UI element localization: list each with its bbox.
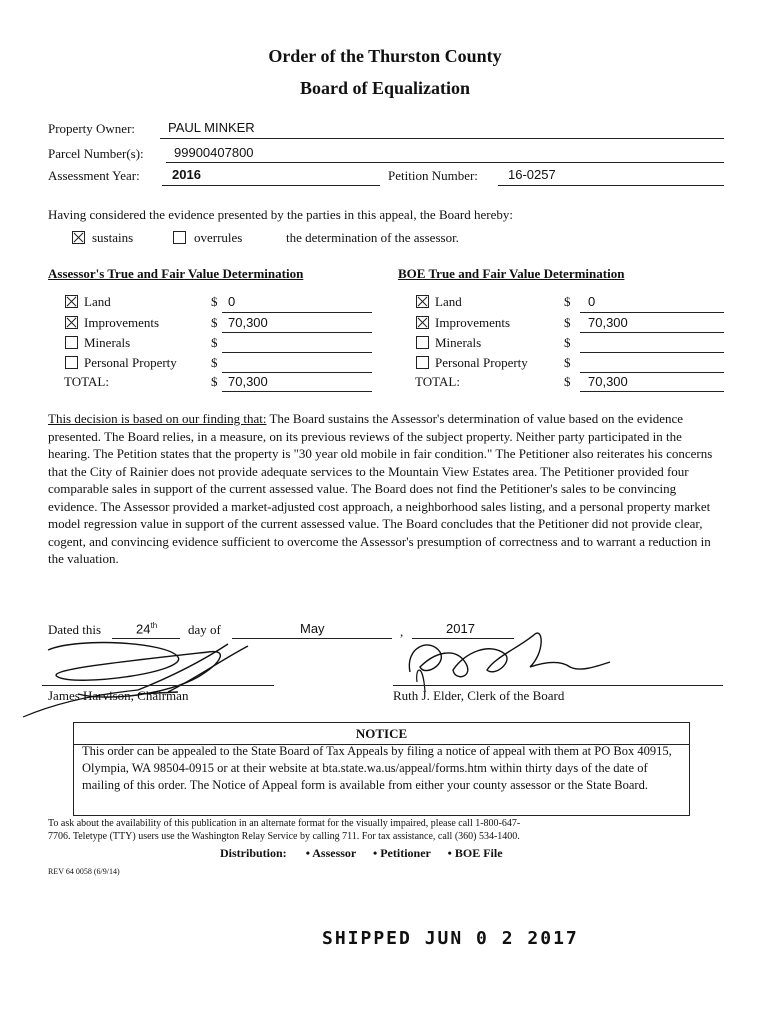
- footer-line2: 7706. Teletype (TTY) users use the Washington Relay Service by calling 711. For tax assistance, call (360) 534-1400.: [48, 831, 520, 842]
- boe-land-value: 0: [588, 294, 596, 309]
- assessor-minerals-checkbox[interactable]: [65, 336, 78, 349]
- dated-day-number: 24: [136, 621, 151, 637]
- boe-land-label: Land: [435, 294, 462, 309]
- finding-lead: This decision is based on our finding that:: [48, 411, 267, 426]
- assessor-total-currency: $: [211, 374, 218, 389]
- distribution-item-assessor: Assessor: [312, 846, 357, 860]
- chairman-name: James Harvison, Chairman: [48, 688, 189, 703]
- dated-month: May: [300, 621, 325, 636]
- notice-text: This order can be appealed to the State Board of Tax Appeals by filing a notice of appeal with them at PO Box 40915, Olympia, WA 98504-0915 or at their website at bta.state.wa.us/appeal/forms.htm within thirty days of the date of mailing of this order. The Notice of Appeal form is available from either your county assessor or the State Board.: [82, 744, 672, 792]
- petition-number-rule: [498, 185, 724, 186]
- boe-minerals-rule: [580, 352, 724, 353]
- clerk-signature-rule: [393, 685, 723, 686]
- document-title-line2: Board of Equalization: [299, 78, 471, 98]
- boe-improvements-checkbox[interactable]: [416, 316, 429, 329]
- assessor-total-value: 70,300: [228, 374, 268, 389]
- notice-heading: NOTICE: [74, 726, 689, 745]
- distribution-item-boe-file: BOE File: [454, 846, 503, 860]
- distribution-line: Distribution: • Assessor • Petitioner • BOE File: [220, 846, 503, 860]
- footer-line1: To ask about the availability of this publication in an alternate format for the visually impaired, please call 1-800-647-: [48, 818, 521, 829]
- boe-land-checkbox[interactable]: [416, 295, 429, 308]
- assessor-improvements-currency: $: [211, 315, 218, 330]
- assessor-table-heading: Assessor's True and Fair Value Determination: [48, 266, 304, 281]
- boe-personal-property-checkbox[interactable]: [416, 356, 429, 369]
- petition-number-label: Petition Number:: [388, 168, 478, 183]
- dated-comma: ,: [400, 624, 404, 639]
- dated-day-of-label: day of: [188, 622, 221, 637]
- assessor-land-rule: [222, 312, 372, 313]
- boe-personal-property-currency: $: [564, 355, 571, 370]
- boe-minerals-currency: $: [564, 335, 571, 350]
- property-owner-value: PAUL MINKER: [168, 120, 255, 135]
- assessor-minerals-label: Minerals: [84, 335, 131, 350]
- chairman-signature-rule: [42, 685, 274, 686]
- parcel-number-value: 99900407800: [174, 145, 254, 160]
- boe-improvements-label: Improvements: [435, 315, 511, 330]
- document-title-line1: Order of the Thurston County: [268, 46, 502, 66]
- assessor-personal-property-checkbox[interactable]: [65, 356, 78, 369]
- notice-box: [73, 722, 690, 816]
- assessment-year-label: Assessment Year:: [48, 168, 140, 183]
- overrules-checkbox[interactable]: [173, 231, 186, 244]
- assessor-total-label: TOTAL:: [64, 374, 109, 389]
- boe-minerals-checkbox[interactable]: [416, 336, 429, 349]
- assessor-land-checkbox[interactable]: [65, 295, 78, 308]
- revision-code: REV 64 0058 (6/9/14): [48, 867, 120, 876]
- assessor-improvements-value: 70,300: [228, 315, 268, 330]
- boe-minerals-label: Minerals: [435, 335, 482, 350]
- boe-total-label: TOTAL:: [415, 374, 460, 389]
- boe-total-currency: $: [564, 374, 571, 389]
- assessor-minerals-rule: [222, 352, 372, 353]
- finding-text: The Board sustains the Assessor's determination of value based on the evidence presented. The Board relies, in a measure, on its previous reviews of the subject property. Neither party participated in the hearing. The Petition states that the property is "30 year old mobile in fair condition." The Petitioner also reiterates his concerns that the City of Rainier does not provide adequate services to the Mountain View Estates area. The Petitioner provided four comparable sales in support of the current assessed value. The Board does not find the Petitioner's sales to be convincing evidence. The Assessor provided a market-adjusted cost approach, a neighborhood sales listing, and a personal property market model regression value in support of the current assessed value. The Board concludes that the Petitioner did not provide clear, cogent, and convincing evidence sufficient to overcome the Assessor's presumption of correctness and to warrant a reduction in the valuation.: [48, 411, 713, 566]
- assessor-personal-property-currency: $: [211, 355, 218, 370]
- distribution-item-petitioner: Petitioner: [380, 846, 431, 860]
- overrules-label: overrules: [194, 230, 243, 245]
- assessor-land-label: Land: [84, 294, 111, 309]
- assessment-year-value: 2016: [172, 167, 201, 182]
- finding-paragraph: [48, 410, 724, 568]
- petition-number-value: 16-0257: [508, 167, 556, 182]
- dated-day-suffix: th: [150, 621, 158, 630]
- assessor-land-value: 0: [228, 294, 236, 309]
- assessor-minerals-currency: $: [211, 335, 218, 350]
- assessor-improvements-checkbox[interactable]: [65, 316, 78, 329]
- boe-personal-property-rule: [580, 372, 724, 373]
- boe-improvements-value: 70,300: [588, 315, 628, 330]
- distribution-label: Distribution:: [220, 846, 287, 860]
- assessor-personal-property-label: Personal Property: [84, 355, 177, 370]
- assessor-improvements-label: Improvements: [84, 315, 160, 330]
- assessment-year-rule: [162, 185, 380, 186]
- boe-total-rule: [580, 391, 724, 392]
- boe-personal-property-label: Personal Property: [435, 355, 528, 370]
- property-owner-rule: [160, 138, 724, 139]
- parcel-number-label: Parcel Number(s):: [48, 146, 144, 161]
- chairman-signature: [18, 632, 308, 722]
- sustains-label: sustains: [92, 230, 134, 245]
- assessor-personal-property-rule: [222, 372, 372, 373]
- boe-land-currency: $: [564, 294, 571, 309]
- decision-intro: Having considered the evidence presented by the parties in this appeal, the Board hereby:: [48, 207, 513, 222]
- boe-improvements-currency: $: [564, 315, 571, 330]
- boe-total-value: 70,300: [588, 374, 628, 389]
- dated-this-label: Dated this: [48, 622, 102, 637]
- assessor-improvements-rule: [222, 332, 372, 333]
- property-owner-label: Property Owner:: [48, 121, 136, 136]
- dated-year: 2017: [446, 621, 475, 636]
- boe-improvements-rule: [580, 332, 724, 333]
- clerk-name: Ruth J. Elder, Clerk of the Board: [393, 688, 565, 703]
- sustains-checkbox[interactable]: [72, 231, 85, 244]
- boe-table-heading: BOE True and Fair Value Determination: [398, 266, 625, 281]
- parcel-number-rule: [166, 162, 724, 163]
- shipped-stamp: SHIPPED JUN 0 2 2017: [322, 928, 579, 949]
- assessor-land-currency: $: [211, 294, 218, 309]
- decision-tail: the determination of the assessor.: [286, 230, 459, 245]
- assessor-total-rule: [222, 391, 372, 392]
- boe-land-rule: [580, 312, 724, 313]
